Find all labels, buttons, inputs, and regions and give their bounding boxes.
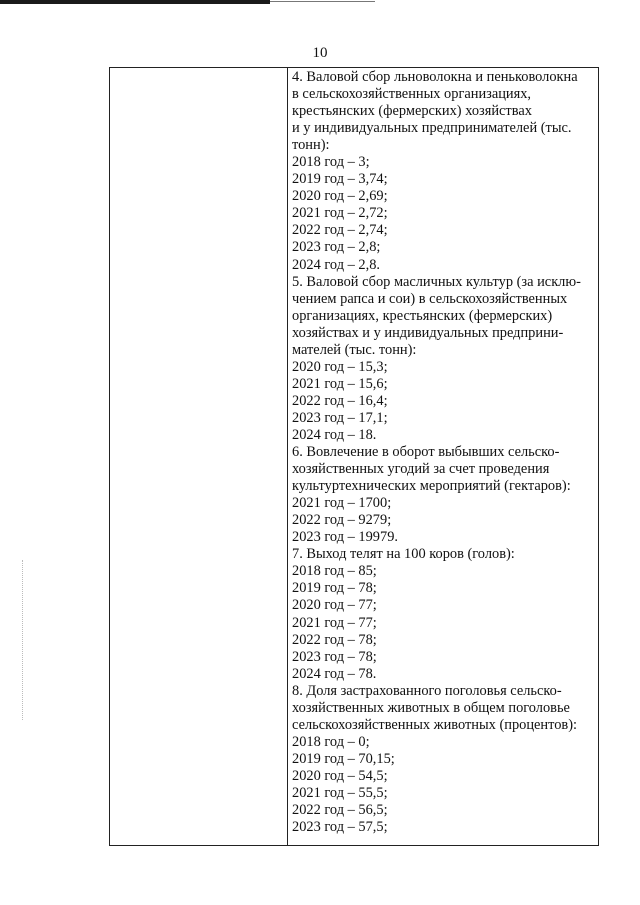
text-line: 2022 год – 78; — [292, 631, 377, 648]
text-line: 8. Доля застрахованного поголовья сельско- — [292, 682, 562, 699]
text-line: хозяйствах и у индивидуальных предприни- — [292, 324, 564, 341]
text-line: 2022 год – 9279; — [292, 512, 392, 529]
text-line: в сельскохозяйственных организациях, — [292, 86, 532, 103]
text-line: 2021 год – 1700; — [292, 495, 392, 512]
text-line: 2023 год – 57,5; — [292, 819, 388, 836]
text-line: тонн): — [292, 137, 330, 154]
text-line: 2023 год – 17,1; — [292, 409, 388, 426]
text-line: 2018 год – 85; — [292, 563, 377, 580]
text-line: 2023 год – 2,8; — [292, 239, 381, 256]
text-line: хозяйственных животных в общем поголовье — [292, 699, 570, 716]
text-line: 7. Выход телят на 100 коров (голов): — [292, 546, 515, 563]
table-right-cell — [292, 69, 596, 836]
text-line: 2022 год – 16,4; — [292, 392, 388, 409]
column-divider — [287, 68, 288, 845]
text-line: 2020 год – 15,3; — [292, 358, 388, 375]
text-line: и у индивидуальных предпринимателей (тыс. — [292, 120, 572, 137]
text-line: 2018 год – 0; — [292, 733, 370, 750]
text-line: 6. Вовлечение в оборот выбывших сельско- — [292, 444, 560, 461]
text-line: 5. Валовой сбор масличных культур (за исклю- — [292, 273, 581, 290]
header-rule-thin — [270, 1, 375, 2]
text-line: чением рапса и сои) в сельскохозяйственных — [292, 290, 568, 307]
text-line: 2020 год – 54,5; — [292, 767, 388, 784]
text-line: 2021 год – 77; — [292, 614, 377, 631]
text-line: 2019 год – 3,74; — [292, 171, 388, 188]
text-line: культуртехнических мероприятий (гектаров): — [292, 478, 571, 495]
document-table — [109, 67, 599, 846]
text-line: 2020 год – 2,69; — [292, 188, 388, 205]
text-line: 2021 год – 55,5; — [292, 784, 388, 801]
text-line: 4. Валовой сбор льноволокна и пеньковолокна — [292, 69, 578, 85]
header-rule — [0, 0, 270, 4]
text-line: 2018 год – 3; — [292, 154, 370, 171]
text-line: 2019 год – 70,15; — [292, 750, 395, 767]
text-line: 2024 год – 2,8. — [292, 256, 381, 273]
text-line: 2021 год – 2,72; — [292, 205, 388, 222]
text-line: мателей (тыс. тонн): — [292, 341, 417, 358]
text-line: хозяйственных угодий за счет проведения — [292, 461, 550, 478]
text-line: 2023 год – 19979. — [292, 529, 398, 546]
text-line: 2022 год – 56,5; — [292, 802, 388, 819]
text-line: крестьянских (фермерских) хозяйствах — [292, 103, 532, 120]
page-number: 10 — [312, 45, 328, 61]
text-line: 2021 год – 15,6; — [292, 375, 388, 392]
text-line: 2024 год – 18. — [292, 426, 377, 443]
text-line: 2019 год – 78; — [292, 580, 377, 597]
margin-scan-marks — [22, 560, 25, 720]
text-line: 2020 год – 77; — [292, 597, 377, 614]
text-line: организациях, крестьянских (фермерских) — [292, 307, 553, 324]
text-line: 2023 год – 78; — [292, 648, 377, 665]
text-line: сельскохозяйственных животных (процентов): — [292, 716, 578, 733]
text-line: 2022 год – 2,74; — [292, 222, 388, 239]
text-line: 2024 год – 78. — [292, 665, 377, 682]
